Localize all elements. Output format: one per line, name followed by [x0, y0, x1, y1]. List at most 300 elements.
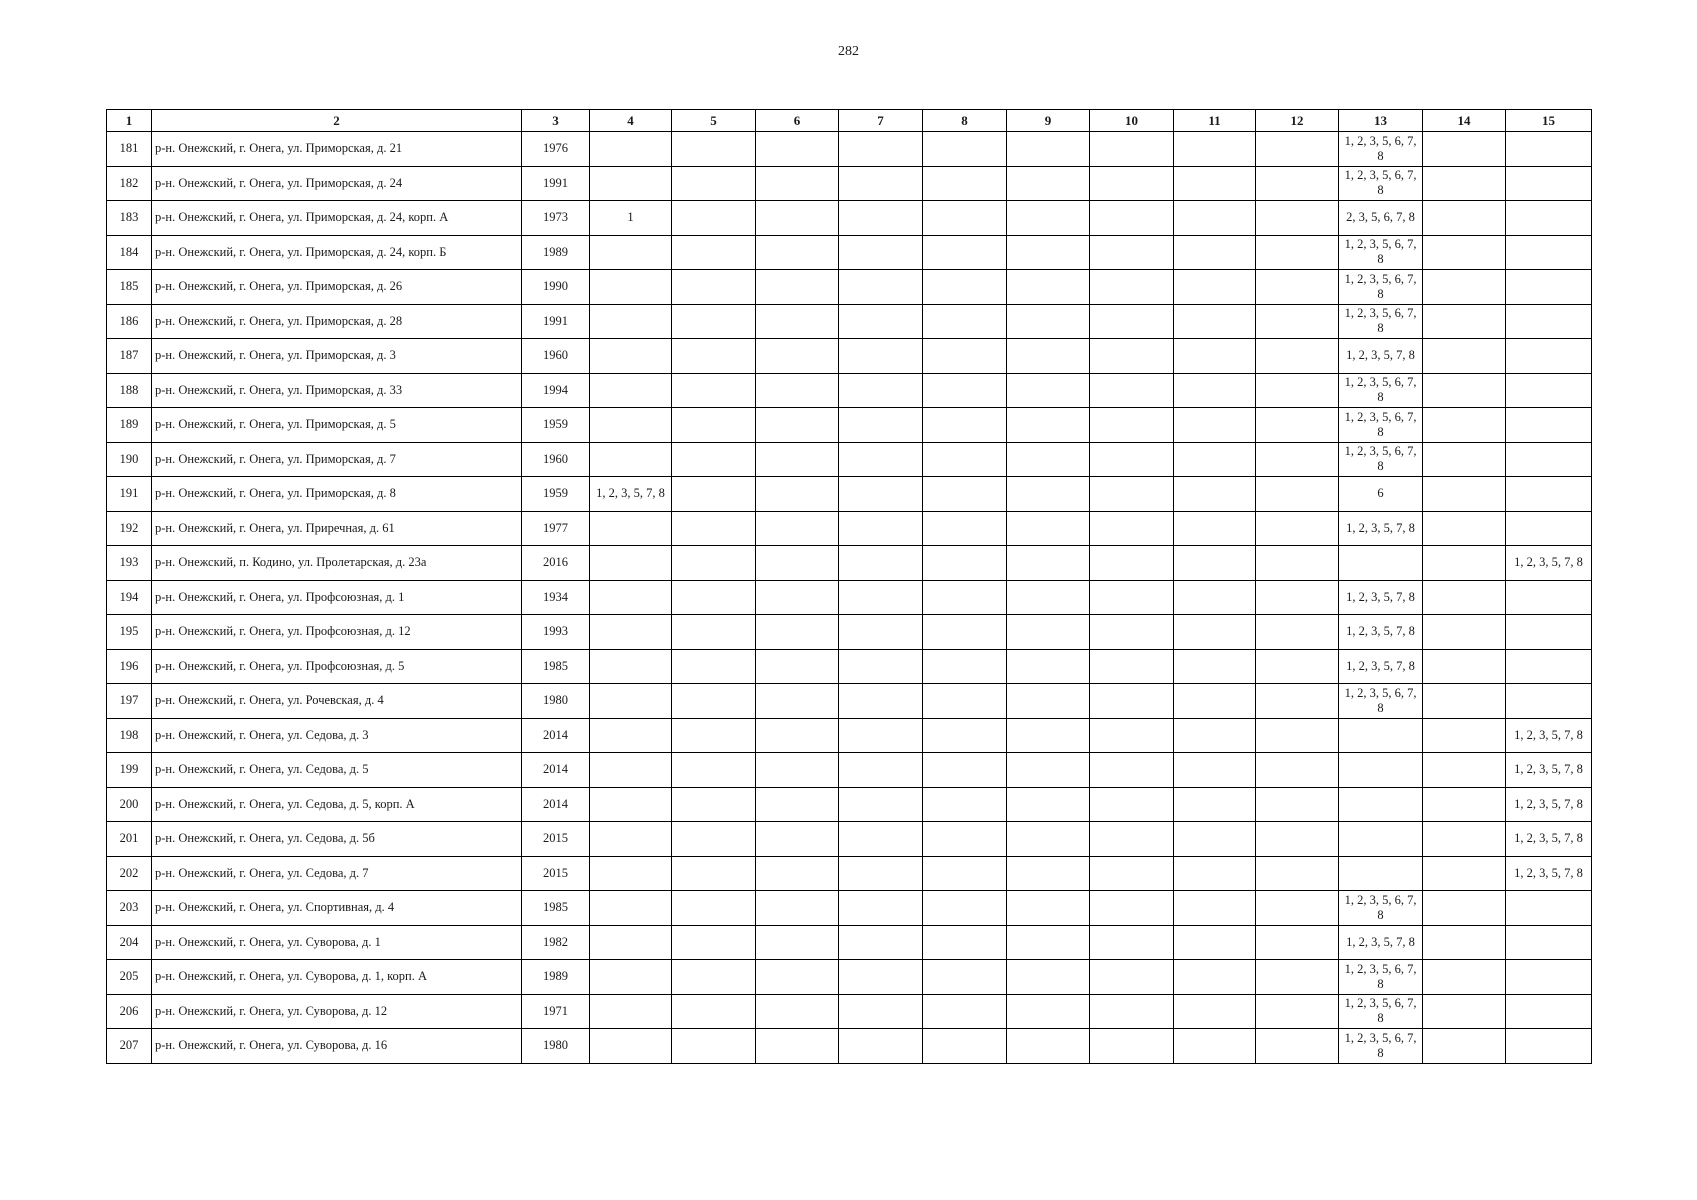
column-15-cell: 1, 2, 3, 5, 7, 8 — [1506, 546, 1592, 581]
column-4-cell — [590, 994, 672, 1029]
table-cell — [1256, 960, 1339, 995]
table-cell — [1174, 994, 1256, 1029]
table-cell — [1090, 166, 1174, 201]
table-cell — [1256, 822, 1339, 857]
table-cell — [1174, 201, 1256, 236]
column-header: 6 — [756, 110, 839, 132]
table-cell — [1007, 994, 1090, 1029]
address-cell: р-н. Онежский, п. Кодино, ул. Пролетарская, д. 23а — [152, 546, 522, 581]
column-4-cell — [590, 787, 672, 822]
table-cell — [1423, 994, 1506, 1029]
column-13-cell: 1, 2, 3, 5, 7, 8 — [1339, 339, 1423, 374]
table-cell — [1090, 787, 1174, 822]
table-cell — [1174, 615, 1256, 650]
year-cell: 1934 — [522, 580, 590, 615]
table-cell — [1007, 580, 1090, 615]
column-13-cell: 1, 2, 3, 5, 7, 8 — [1339, 615, 1423, 650]
column-4-cell — [590, 1029, 672, 1064]
table-cell — [1090, 511, 1174, 546]
column-13-cell — [1339, 787, 1423, 822]
table-cell — [1423, 925, 1506, 960]
column-13-cell: 1, 2, 3, 5, 6, 7, 8 — [1339, 270, 1423, 305]
table-cell — [1090, 994, 1174, 1029]
column-4-cell — [590, 718, 672, 753]
table-cell — [923, 994, 1007, 1029]
table-cell — [1090, 477, 1174, 512]
row-number-cell: 203 — [107, 891, 152, 926]
table-cell — [923, 166, 1007, 201]
table-cell — [1256, 166, 1339, 201]
table-cell — [1007, 373, 1090, 408]
table-cell — [672, 994, 756, 1029]
table-cell — [1423, 822, 1506, 857]
table-row — [107, 235, 1592, 270]
column-header: 13 — [1339, 110, 1423, 132]
table-row — [107, 408, 1592, 443]
column-header: 15 — [1506, 110, 1592, 132]
table-cell — [1174, 649, 1256, 684]
table-cell — [1256, 235, 1339, 270]
table-cell — [1090, 235, 1174, 270]
table-cell — [1423, 615, 1506, 650]
address-cell: р-н. Онежский, г. Онега, ул. Приморская, д. 8 — [152, 477, 522, 512]
address-cell: р-н. Онежский, г. Онега, ул. Седова, д. 5 — [152, 753, 522, 788]
table-cell — [1423, 373, 1506, 408]
table-row — [107, 649, 1592, 684]
row-number-cell: 184 — [107, 235, 152, 270]
table-cell — [1256, 856, 1339, 891]
address-cell: р-н. Онежский, г. Онега, ул. Приморская, д. 21 — [152, 132, 522, 167]
column-header: 12 — [1256, 110, 1339, 132]
column-15-cell — [1506, 442, 1592, 477]
table-cell — [1007, 925, 1090, 960]
row-number-cell: 190 — [107, 442, 152, 477]
column-13-cell — [1339, 546, 1423, 581]
table-cell — [1090, 132, 1174, 167]
table-cell — [1423, 511, 1506, 546]
row-number-cell: 199 — [107, 753, 152, 788]
table-cell — [1090, 718, 1174, 753]
column-15-cell — [1506, 615, 1592, 650]
row-number-cell: 193 — [107, 546, 152, 581]
table-cell — [1090, 891, 1174, 926]
column-15-cell — [1506, 649, 1592, 684]
table-cell — [923, 787, 1007, 822]
table-cell — [923, 891, 1007, 926]
table-cell — [1256, 753, 1339, 788]
year-cell: 2014 — [522, 787, 590, 822]
column-13-cell: 1, 2, 3, 5, 6, 7, 8 — [1339, 235, 1423, 270]
table-cell — [672, 408, 756, 443]
table-cell — [839, 856, 923, 891]
address-cell: р-н. Онежский, г. Онега, ул. Седова, д. 7 — [152, 856, 522, 891]
table-header-row — [107, 110, 1592, 132]
column-4-cell — [590, 442, 672, 477]
table-cell — [923, 856, 1007, 891]
table-row — [107, 787, 1592, 822]
table-cell — [756, 753, 839, 788]
row-number-cell: 205 — [107, 960, 152, 995]
table-cell — [1256, 994, 1339, 1029]
year-cell: 1990 — [522, 270, 590, 305]
table-cell — [756, 166, 839, 201]
table-cell — [756, 718, 839, 753]
address-cell: р-н. Онежский, г. Онега, ул. Приморская, д. 26 — [152, 270, 522, 305]
table-cell — [1423, 304, 1506, 339]
table-cell — [1423, 442, 1506, 477]
table-cell — [1090, 856, 1174, 891]
table-row — [107, 304, 1592, 339]
table-cell — [1090, 753, 1174, 788]
address-cell: р-н. Онежский, г. Онега, ул. Спортивная, д. 4 — [152, 891, 522, 926]
table-cell — [1423, 166, 1506, 201]
table-cell — [1256, 339, 1339, 374]
table-cell — [1256, 304, 1339, 339]
register-table — [106, 109, 1592, 1064]
year-cell: 1989 — [522, 960, 590, 995]
address-cell: р-н. Онежский, г. Онега, ул. Суворова, д. 1, корп. А — [152, 960, 522, 995]
column-15-cell — [1506, 925, 1592, 960]
column-header: 14 — [1423, 110, 1506, 132]
year-cell: 1985 — [522, 891, 590, 926]
year-cell: 1989 — [522, 235, 590, 270]
table-cell — [1256, 1029, 1339, 1064]
column-15-cell — [1506, 408, 1592, 443]
table-cell — [1174, 718, 1256, 753]
table-cell — [756, 339, 839, 374]
table-cell — [1423, 1029, 1506, 1064]
table-cell — [1423, 718, 1506, 753]
table-row — [107, 270, 1592, 305]
address-cell: р-н. Онежский, г. Онега, ул. Приморская, д. 7 — [152, 442, 522, 477]
table-cell — [1007, 339, 1090, 374]
column-13-cell: 1, 2, 3, 5, 7, 8 — [1339, 580, 1423, 615]
table-cell — [1256, 442, 1339, 477]
column-15-cell: 1, 2, 3, 5, 7, 8 — [1506, 787, 1592, 822]
table-cell — [756, 925, 839, 960]
column-4-cell — [590, 304, 672, 339]
table-row — [107, 891, 1592, 926]
column-13-cell — [1339, 856, 1423, 891]
table-cell — [1174, 787, 1256, 822]
year-cell: 1959 — [522, 408, 590, 443]
table-cell — [839, 684, 923, 719]
table-cell — [1007, 615, 1090, 650]
table-cell — [1256, 718, 1339, 753]
year-cell: 2015 — [522, 822, 590, 857]
table-cell — [1423, 235, 1506, 270]
table-cell — [923, 270, 1007, 305]
address-cell: р-н. Онежский, г. Онега, ул. Седова, д. 5, корп. А — [152, 787, 522, 822]
table-cell — [1174, 408, 1256, 443]
table-cell — [756, 615, 839, 650]
table-row — [107, 511, 1592, 546]
table-row — [107, 477, 1592, 512]
column-header: 4 — [590, 110, 672, 132]
table-cell — [1007, 684, 1090, 719]
year-cell: 1960 — [522, 339, 590, 374]
column-13-cell: 6 — [1339, 477, 1423, 512]
row-number-cell: 183 — [107, 201, 152, 236]
column-13-cell: 1, 2, 3, 5, 6, 7, 8 — [1339, 684, 1423, 719]
table-row — [107, 166, 1592, 201]
column-15-cell — [1506, 994, 1592, 1029]
table-cell — [1423, 270, 1506, 305]
table-cell — [1007, 718, 1090, 753]
column-15-cell — [1506, 339, 1592, 374]
table-cell — [1174, 580, 1256, 615]
table-cell — [923, 442, 1007, 477]
table-cell — [1090, 408, 1174, 443]
year-cell: 1971 — [522, 994, 590, 1029]
address-cell: р-н. Онежский, г. Онега, ул. Рочевская, д. 4 — [152, 684, 522, 719]
table-cell — [1007, 201, 1090, 236]
table-row — [107, 201, 1592, 236]
table-cell — [1174, 477, 1256, 512]
table-cell — [1174, 546, 1256, 581]
table-cell — [1256, 477, 1339, 512]
table-cell — [923, 580, 1007, 615]
address-cell: р-н. Онежский, г. Онега, ул. Приморская, д. 24, корп. А — [152, 201, 522, 236]
table-cell — [923, 373, 1007, 408]
column-15-cell — [1506, 1029, 1592, 1064]
table-cell — [839, 649, 923, 684]
table-cell — [839, 477, 923, 512]
table-cell — [839, 270, 923, 305]
column-4-cell — [590, 373, 672, 408]
table-cell — [1090, 270, 1174, 305]
table-cell — [672, 718, 756, 753]
table-cell — [839, 373, 923, 408]
table-cell — [672, 339, 756, 374]
table-cell — [923, 132, 1007, 167]
column-13-cell: 1, 2, 3, 5, 6, 7, 8 — [1339, 304, 1423, 339]
table-cell — [1423, 891, 1506, 926]
column-15-cell: 1, 2, 3, 5, 7, 8 — [1506, 718, 1592, 753]
address-cell: р-н. Онежский, г. Онега, ул. Приморская, д. 28 — [152, 304, 522, 339]
column-15-cell — [1506, 373, 1592, 408]
table-cell — [756, 1029, 839, 1064]
table-cell — [1090, 649, 1174, 684]
table-row — [107, 994, 1592, 1029]
table-cell — [672, 856, 756, 891]
table-cell — [839, 166, 923, 201]
table-cell — [672, 822, 756, 857]
table-cell — [923, 615, 1007, 650]
table-cell — [1174, 132, 1256, 167]
table-cell — [1256, 891, 1339, 926]
address-cell: р-н. Онежский, г. Онега, ул. Приморская, д. 5 — [152, 408, 522, 443]
table-cell — [756, 511, 839, 546]
table-cell — [1256, 132, 1339, 167]
table-cell — [1256, 787, 1339, 822]
column-4-cell — [590, 511, 672, 546]
table-cell — [672, 270, 756, 305]
year-cell: 1991 — [522, 304, 590, 339]
table-cell — [923, 960, 1007, 995]
column-header: 7 — [839, 110, 923, 132]
table-cell — [672, 546, 756, 581]
row-number-cell: 194 — [107, 580, 152, 615]
table-cell — [1423, 580, 1506, 615]
table-cell — [839, 408, 923, 443]
table-cell — [1174, 304, 1256, 339]
table-cell — [1174, 442, 1256, 477]
table-cell — [1423, 546, 1506, 581]
row-number-cell: 196 — [107, 649, 152, 684]
table-cell — [1174, 339, 1256, 374]
table-cell — [756, 477, 839, 512]
table-cell — [1423, 408, 1506, 443]
column-13-cell — [1339, 753, 1423, 788]
table-cell — [1090, 442, 1174, 477]
address-cell: р-н. Онежский, г. Онега, ул. Приречная, д. 61 — [152, 511, 522, 546]
column-4-cell: 1, 2, 3, 5, 7, 8 — [590, 477, 672, 512]
row-number-cell: 182 — [107, 166, 152, 201]
table-cell — [1423, 753, 1506, 788]
column-header: 11 — [1174, 110, 1256, 132]
table-cell — [672, 684, 756, 719]
table-cell — [672, 615, 756, 650]
year-cell: 1985 — [522, 649, 590, 684]
table-cell — [1007, 442, 1090, 477]
row-number-cell: 195 — [107, 615, 152, 650]
row-number-cell: 186 — [107, 304, 152, 339]
table-cell — [1256, 925, 1339, 960]
table-cell — [756, 546, 839, 581]
table-cell — [923, 408, 1007, 443]
table-cell — [839, 925, 923, 960]
table-cell — [672, 787, 756, 822]
table-cell — [923, 477, 1007, 512]
table-cell — [1007, 132, 1090, 167]
column-13-cell: 1, 2, 3, 5, 6, 7, 8 — [1339, 960, 1423, 995]
column-header: 3 — [522, 110, 590, 132]
column-4-cell — [590, 684, 672, 719]
table-cell — [1090, 339, 1174, 374]
address-cell: р-н. Онежский, г. Онега, ул. Приморская, д. 24, корп. Б — [152, 235, 522, 270]
year-cell: 1960 — [522, 442, 590, 477]
table-cell — [1423, 649, 1506, 684]
table-cell — [1423, 787, 1506, 822]
column-header: 5 — [672, 110, 756, 132]
column-13-cell: 1, 2, 3, 5, 6, 7, 8 — [1339, 1029, 1423, 1064]
row-number-cell: 181 — [107, 132, 152, 167]
column-header: 8 — [923, 110, 1007, 132]
table-cell — [1423, 684, 1506, 719]
table-cell — [1007, 408, 1090, 443]
table-cell — [923, 304, 1007, 339]
table-row — [107, 1029, 1592, 1064]
table-cell — [1256, 546, 1339, 581]
table-cell — [756, 684, 839, 719]
table-cell — [1090, 960, 1174, 995]
column-15-cell — [1506, 304, 1592, 339]
table-cell — [756, 270, 839, 305]
row-number-cell: 204 — [107, 925, 152, 960]
year-cell: 1994 — [522, 373, 590, 408]
column-4-cell — [590, 615, 672, 650]
table-cell — [1256, 270, 1339, 305]
table-body — [107, 132, 1592, 1064]
table-cell — [1174, 856, 1256, 891]
address-cell: р-н. Онежский, г. Онега, ул. Профсоюзная, д. 12 — [152, 615, 522, 650]
table-cell — [923, 511, 1007, 546]
column-13-cell — [1339, 822, 1423, 857]
table-cell — [923, 339, 1007, 374]
column-13-cell: 1, 2, 3, 5, 7, 8 — [1339, 511, 1423, 546]
table-cell — [756, 235, 839, 270]
row-number-cell: 202 — [107, 856, 152, 891]
year-cell: 1980 — [522, 684, 590, 719]
table-cell — [1174, 1029, 1256, 1064]
table-cell — [672, 201, 756, 236]
table-cell — [1090, 304, 1174, 339]
table-cell — [1423, 339, 1506, 374]
table-cell — [1007, 822, 1090, 857]
table-row — [107, 822, 1592, 857]
row-number-cell: 192 — [107, 511, 152, 546]
table-cell — [1007, 166, 1090, 201]
column-header: 2 — [152, 110, 522, 132]
table-cell — [1007, 787, 1090, 822]
address-cell: р-н. Онежский, г. Онега, ул. Приморская, д. 24 — [152, 166, 522, 201]
address-cell: р-н. Онежский, г. Онега, ул. Седова, д. 5б — [152, 822, 522, 857]
table-cell — [1007, 477, 1090, 512]
column-4-cell — [590, 960, 672, 995]
table-cell — [1007, 649, 1090, 684]
year-cell: 2014 — [522, 718, 590, 753]
year-cell: 1980 — [522, 1029, 590, 1064]
table-cell — [839, 822, 923, 857]
table-row — [107, 925, 1592, 960]
table-cell — [1090, 684, 1174, 719]
column-15-cell — [1506, 132, 1592, 167]
table-cell — [756, 304, 839, 339]
table-cell — [839, 718, 923, 753]
year-cell: 1991 — [522, 166, 590, 201]
column-15-cell — [1506, 960, 1592, 995]
column-4-cell: 1 — [590, 201, 672, 236]
year-cell: 2016 — [522, 546, 590, 581]
table-cell — [672, 753, 756, 788]
column-4-cell — [590, 166, 672, 201]
table-cell — [1174, 166, 1256, 201]
column-4-cell — [590, 580, 672, 615]
table-row — [107, 442, 1592, 477]
column-15-cell — [1506, 166, 1592, 201]
table-row — [107, 373, 1592, 408]
column-4-cell — [590, 235, 672, 270]
page-number: 282 — [838, 44, 859, 59]
table-cell — [1256, 373, 1339, 408]
table-cell — [1090, 1029, 1174, 1064]
table-cell — [756, 373, 839, 408]
table-cell — [839, 442, 923, 477]
table-cell — [672, 235, 756, 270]
column-4-cell — [590, 822, 672, 857]
column-4-cell — [590, 925, 672, 960]
column-15-cell: 1, 2, 3, 5, 7, 8 — [1506, 856, 1592, 891]
table-cell — [1090, 580, 1174, 615]
table-row — [107, 856, 1592, 891]
table-cell — [672, 166, 756, 201]
table-cell — [839, 994, 923, 1029]
table-cell — [1256, 615, 1339, 650]
table-cell — [1174, 891, 1256, 926]
row-number-cell: 200 — [107, 787, 152, 822]
address-cell: р-н. Онежский, г. Онега, ул. Профсоюзная, д. 5 — [152, 649, 522, 684]
